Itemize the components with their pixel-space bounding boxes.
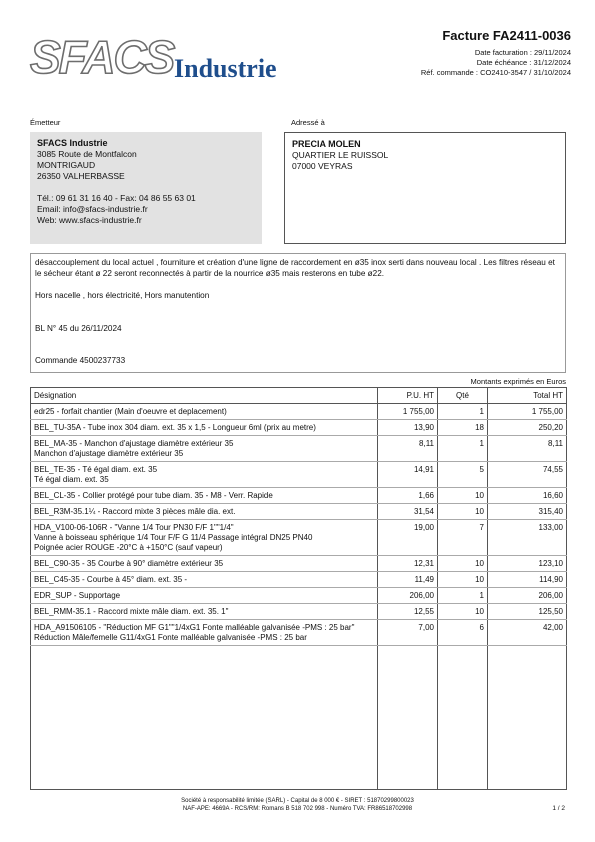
item-total: 315,40: [488, 504, 567, 520]
destinataire-box: [284, 132, 566, 244]
emetteur-web: Web: www.sfacs-industrie.fr: [37, 215, 142, 225]
item-total: 206,00: [488, 588, 567, 604]
delivery-note: BL N° 45 du 26/11/2024: [35, 323, 122, 333]
destinataire-address-line: 07000 VEYRAS: [292, 161, 353, 171]
item-designation: edr25 - forfait chantier (Main d'oeuvre et deplacement): [31, 404, 378, 420]
item-unit-price: 19,00: [378, 520, 438, 556]
item-total: 1 755,00: [488, 404, 567, 420]
invoice-due-date: Date échéance : 31/12/2024: [476, 58, 571, 67]
item-quantity: 7: [438, 520, 488, 556]
empty-cell: [31, 646, 378, 790]
item-designation: BEL_CL-35 - Collier protégé pour tube diam. 35 - M8 - Verr. Rapide: [31, 488, 378, 504]
destinataire-name: PRECIA MOLEN: [292, 139, 361, 149]
table-row: [31, 572, 567, 588]
footer-line: NAF-APE: 4669A - RCS/RM: Romans B 518 702 998 - Numéro TVA: FR86518702998: [182, 806, 413, 812]
invoice-meta: [421, 48, 571, 78]
destinataire-label: Adressé à: [291, 118, 325, 127]
order-reference: Réf. commande : CO2410-3547 / 31/10/2024: [420, 68, 571, 77]
item-unit-price: 206,00: [378, 588, 438, 604]
table-row: [31, 604, 567, 620]
item-total: 74,55: [488, 462, 567, 488]
item-unit-price: 14,91: [378, 462, 438, 488]
table-row: [31, 462, 567, 488]
table-header-row: [31, 388, 567, 404]
item-quantity: 1: [438, 404, 488, 420]
invoice-date: Date facturation : 29/11/2024: [474, 48, 571, 57]
item-total: 16,60: [488, 488, 567, 504]
table-row: [31, 404, 567, 420]
item-total: 8,11: [488, 436, 567, 462]
item-designation: BEL_RMM-35.1 - Raccord mixte mâle diam. ext. 35. 1": [31, 604, 378, 620]
item-designation: EDR_SUP - Supportage: [31, 588, 378, 604]
header-total: Total HT: [488, 388, 567, 404]
item-quantity: 5: [438, 462, 488, 488]
item-quantity: 18: [438, 420, 488, 436]
legal-footer: [0, 797, 595, 813]
emetteur-email: Email: info@sfacs-industrie.fr: [37, 204, 148, 214]
item-unit-price: 1 755,00: [378, 404, 438, 420]
footer-line: Société à responsabilité limitée (SARL) - Capital de 8 000 € - SIRET : 51870299800023: [181, 798, 414, 804]
order-number: Commande 4500237733: [35, 356, 126, 365]
item-unit-price: 11,49: [378, 572, 438, 588]
item-unit-price: 12,31: [378, 556, 438, 572]
item-quantity: 6: [438, 620, 488, 646]
empty-cell: [438, 646, 488, 790]
header-unit-price: P.U. HT: [378, 388, 438, 404]
item-total: 114,90: [488, 572, 567, 588]
header-quantity: Qté: [438, 388, 488, 404]
item-total: 133,00: [488, 520, 567, 556]
item-designation: BEL_MA-35 - Manchon d'ajustage diamètre extérieur 35 Manchon d'ajustage diamètre extérieur 35: [31, 436, 378, 462]
currency-note: Montants exprimés en Euros: [470, 377, 566, 386]
item-designation: HDA_A91506105 - "Réduction MF G1""1/4xG1 Fonte malléable galvanisée -PMS : 25 bar" Réduction Mâle/femelle G11/4xG1 Fonte malléable galvanisée -PMS : 25 bar: [31, 620, 378, 646]
table-filler-row: [31, 646, 567, 790]
item-designation: BEL_TE-35 - Té égal diam. ext. 35 Té égal diam. ext. 35: [31, 462, 378, 488]
emetteur-address-line: 26350 VALHERBASSE: [37, 171, 125, 181]
item-total: 125,50: [488, 604, 567, 620]
invoice-title: Facture FA2411-0036: [442, 28, 571, 43]
item-unit-price: 7,00: [378, 620, 438, 646]
item-unit-price: 12,55: [378, 604, 438, 620]
company-logo: [30, 31, 290, 83]
item-quantity: 10: [438, 604, 488, 620]
line-items-table: [30, 387, 567, 790]
description-text: désaccouplement du local actuel , fourniture et création d'une ligne de raccordement en ø35 inox serti dans nouveau local . Les filtres réseau et le sécheur étant ø 22 seront reconnectés à partir de la nourrice ø35 mais resterons en tube ø22.: [35, 258, 555, 278]
table-row: [31, 556, 567, 572]
emetteur-address-line: MONTRIGAUD: [37, 160, 96, 170]
item-designation: BEL_C45-35 - Courbe à 45° diam. ext. 35 -: [31, 572, 378, 588]
item-quantity: 10: [438, 504, 488, 520]
item-unit-price: 1,66: [378, 488, 438, 504]
table-row: [31, 436, 567, 462]
item-designation: HDA_V100-06-106R - "Vanne 1/4 Tour PN30 F/F 1""1/4" Vanne à boisseau sphérique 1/4 Tour F/F G 11/4 Passage intégral DN25 PN40 Poignée acier ROUGE -20°C à +150°C (sauf vapeur): [31, 520, 378, 556]
table-row: [31, 588, 567, 604]
emetteur-name: SFACS Industrie: [37, 138, 108, 148]
item-unit-price: 13,90: [378, 420, 438, 436]
item-quantity: 1: [438, 588, 488, 604]
table-row: [31, 488, 567, 504]
item-total: 123,10: [488, 556, 567, 572]
item-designation: BEL_R3M-35.1¼ - Raccord mixte 3 pièces mâle dia. ext.: [31, 504, 378, 520]
item-quantity: 1: [438, 436, 488, 462]
item-designation: BEL_TU-35A - Tube inox 304 diam. ext. 35 x 1,5 - Longueur 6ml (prix au metre): [31, 420, 378, 436]
description-text: Hors nacelle , hors électricité, Hors manutention: [35, 291, 210, 300]
logo-industrie-text: Industrie: [174, 54, 277, 83]
invoice-description: [30, 253, 566, 373]
destinataire-address-line: QUARTIER LE RUISSOL: [292, 150, 389, 160]
item-total: 250,20: [488, 420, 567, 436]
item-designation: BEL_C90-35 - 35 Courbe à 90° diamètre extérieur 35: [31, 556, 378, 572]
item-unit-price: 8,11: [378, 436, 438, 462]
item-quantity: 10: [438, 556, 488, 572]
logo-sfacs-text: SFACS: [30, 31, 174, 83]
item-total: 42,00: [488, 620, 567, 646]
emetteur-address-line: 3085 Route de Montfalcon: [37, 149, 137, 159]
table-row: [31, 504, 567, 520]
emetteur-label: Émetteur: [30, 118, 61, 127]
page-number: 1 / 2: [552, 805, 565, 812]
empty-cell: [378, 646, 438, 790]
item-quantity: 10: [438, 488, 488, 504]
item-unit-price: 31,54: [378, 504, 438, 520]
emetteur-box: [30, 132, 262, 244]
emetteur-phone: Tél.: 09 61 31 16 40 - Fax: 04 86 55 63 01: [37, 193, 196, 203]
header-designation: Désignation: [31, 388, 378, 404]
empty-cell: [488, 646, 567, 790]
item-quantity: 10: [438, 572, 488, 588]
table-row: [31, 520, 567, 556]
table-row: [31, 620, 567, 646]
table-row: [31, 420, 567, 436]
